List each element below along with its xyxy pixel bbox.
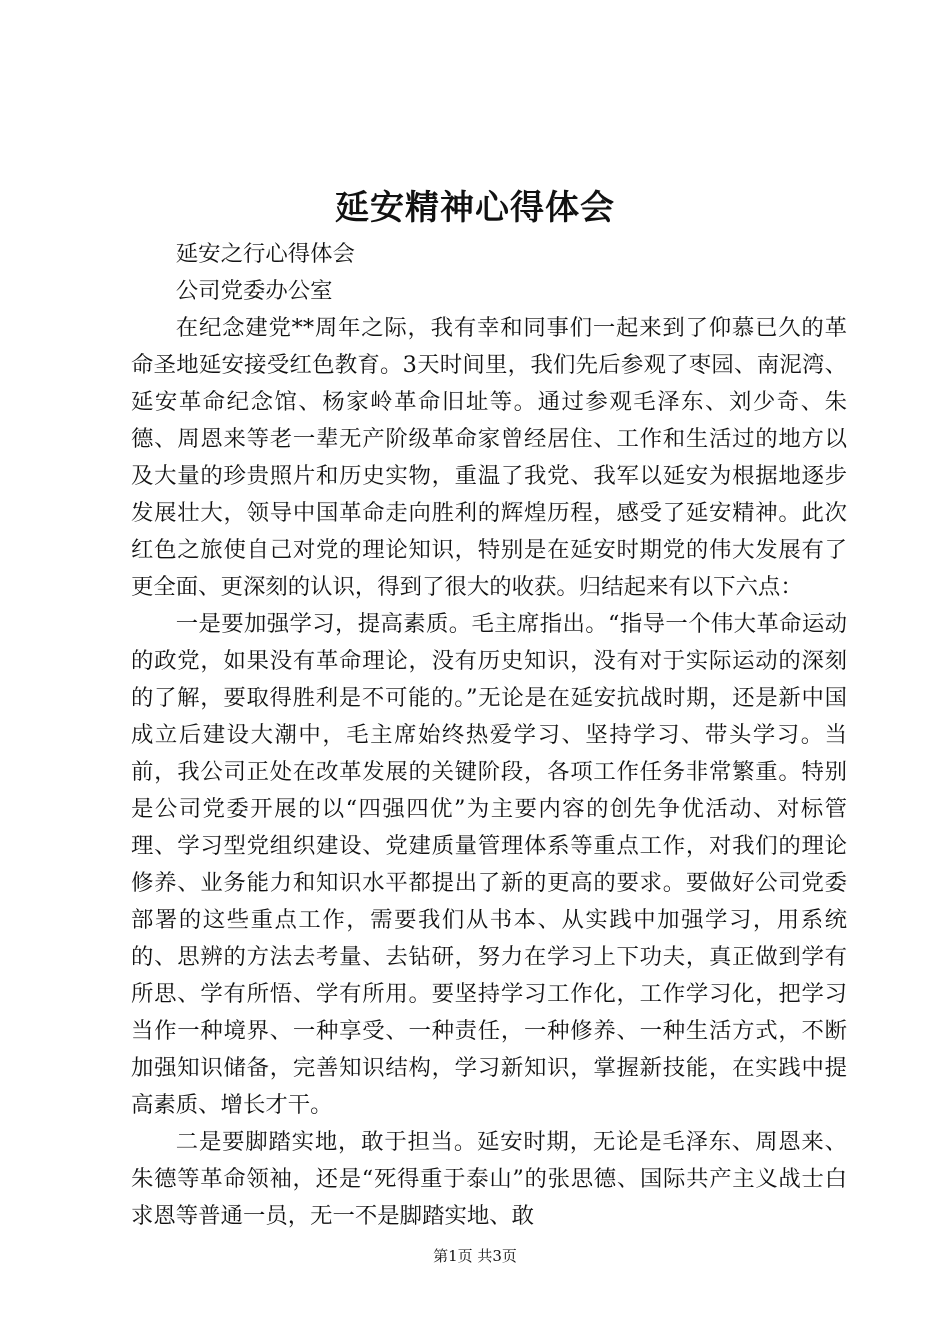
- document-author: 公司党委办公室: [175, 278, 333, 304]
- page-number: 第1页 共3页: [433, 1247, 517, 1265]
- paragraph: 在纪念建党**周年之际，我有幸和同事们一起来到了仰慕已久的革命圣地延安接受红色教育。3天时间里，我们先后参观了枣园、南泥湾、延安革命纪念馆、杨家岭革命旧址等。通过参观毛泽东、刘少奇、朱德、周恩来等老一辈无产阶级革命家曾经居住、工作和生活过的地方以及大量的珍贵照片和历史实物，重温了我党、我军以延安为根据地逐步发展壮大，领导中国革命走向胜利的辉煌历程，感受了延安精神。此次红色之旅使自己对党的理论知识，特别是在延安时期党的伟大发展有了更全面、更深刻的认识，得到了很大的收获。归结起来有以下六点：: [131, 315, 847, 600]
- paragraph: 一是要加强学习，提高素质。毛主席指出。“指导一个伟大革命运动的政党，如果没有革命理论，没有历史知识，没有对于实际运动的深刻的了解，要取得胜利是不可能的。”无论是在延安抗战时期，还是新中国成立后建设大潮中，毛主席始终热爱学习、坚持学习、带头学习。当前，我公司正处在改革发展的关键阶段，各项工作任务非常繁重。特别是公司党委开展的以“四强四优”为主要内容的创先争优活动、对标管理、学习型党组织建设、党建质量管理体系等重点工作，对我们的理论修养、业务能力和知识水平都提出了新的更高的要求。要做好公司党委部署的这些重点工作，需要我们从书本、从实践中加强学习，用系统的、思辨的方法去考量、去钻研，努力在学习上下功夫，真正做到学有所思、学有所悟、学有所用。要坚持学习工作化，工作学习化，把学习当作一种境界、一种享受、一种责任，一种修养、一种生活方式，不断加强知识储备，完善知识结构，学习新知识，掌握新技能，在实践中提高素质、增长才干。: [131, 611, 847, 1118]
- document-body: [131, 236, 847, 1235]
- document-subtitle: 延安之行心得体会: [175, 241, 355, 267]
- document-title: 延安精神心得体会: [335, 188, 615, 228]
- paragraph: 二是要脚踏实地，敢于担当。延安时期，无论是毛泽东、周恩来、朱德等革命领袖，还是“死得重于泰山”的张思德、国际共产主义战士白求恩等普通一员，无一不是脚踏实地、敢: [131, 1129, 847, 1229]
